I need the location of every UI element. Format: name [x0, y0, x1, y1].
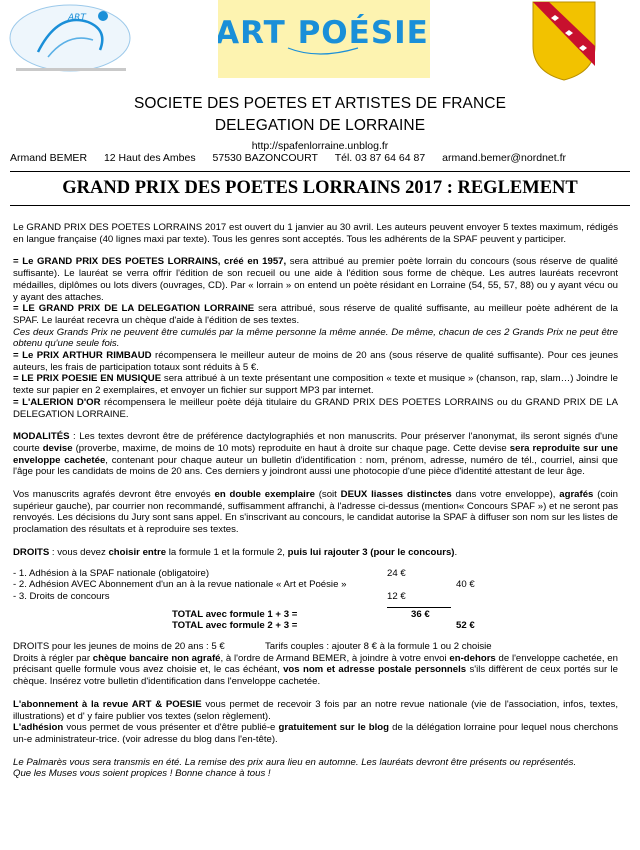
- droits-item-1: - 1. Adhésion à la SPAF nationale (obligatoire) 24 €: [13, 567, 406, 579]
- prize-poesie-musique: = LE PRIX POESIE EN MUSIQUE sera attribué à un texte présentant une composition « texte et musique » (chanson, rap, slam…) Joindre le texte sur papier en 2 exemplaires, et envoyer un fichier sur support MP3 par internet.: [13, 373, 618, 397]
- header-rule-top: [10, 171, 630, 172]
- contact-address: 12 Haut des Ambes: [103, 152, 196, 164]
- jeunes-tarifs: DROITS pour les jeunes de moins de 20 ans : 5 € Tarifs couples : ajouter 8 € à la formule 1 ou 2 choisie: [13, 641, 492, 653]
- droits-heading: DROITS : vous devez choisir entre la formule 1 et la formule 2, puis lui rajouter 3 (pour le concours).: [13, 546, 458, 558]
- prize-arthur-rimbaud: = Le PRIX ARTHUR RIMBAUD récompensera le meilleur auteur de moins de 20 ans (sous réserve de qualité suffisante). Pour ces jeunes auteurs, les frais de participation totaux sont réduits à 5 €.: [13, 350, 618, 373]
- envoi-paragraph: Vos manuscrits agrafés devront être envoyés en double exemplaire (soit DEUX liasses distinctes dans votre enveloppe), agrafés (coin supérieur gauche), par courrier non recommandé, suffisamment affranchi, à l'adresse ci-dessus (mention« Concours SPAF ») et ne seront pas renvoyés. Les décisions du Jury sont sans appel. En s'inscrivant au concours, le candidat autorise la SPAF à diffuser son nom sur les listes de proclamation des résultats et à reproduire ses textes.: [13, 489, 618, 536]
- intro-paragraph: Le GRAND PRIX DES POETES LORRAINS 2017 est ouvert du 1 janvier au 30 avril. Les auteurs peuvent envoyer 5 textes maximum, rédigés en langue française (40 lignes maxi par texte). Tous les genres sont acceptés. Tous les adhérents de la SPAF peuvent y participer.: [13, 222, 618, 245]
- contact-name: Armand BEMER: [10, 152, 88, 164]
- prize-cumul-note: Ces deux Grands Prix ne peuvent être cumulés par la même personne la même année. De même, chacun de ces 2 Grands Prix ne peut être obtenu qu'une seule fois.: [13, 326, 618, 350]
- art-poesie-logo: [218, 0, 430, 78]
- closing-palmares: Le Palmarès vous sera transmis en été. La remise des prix aura lieu en automne. Les lauréats devront être présents ou représentés.: [13, 756, 577, 768]
- society-name: SOCIETE DES POETES ET ARTISTES DE FRANCE: [133, 95, 507, 112]
- svg-text:ART POÉSIE: ART POÉSIE: [218, 15, 429, 51]
- sum-rule: [387, 607, 451, 608]
- droits-item-2: - 2. Adhésion AVEC Abonnement d'un an à la revue nationale « Art et Poésie » 40 €: [13, 579, 475, 591]
- abonnement-paragraph: L'abonnement à la revue ART & POESIE vous permet de recevoir 3 fois par an notre revue nationale (vie de l'association, infos, textes, illustrations) et d' y faire publier vos textes (selon règlement).: [13, 698, 619, 722]
- adhesion-paragraph: L'adhésion vous permet de vous présenter et d'être publié-e gratuitement sur le blog de la délégation lorraine pour lequel nous cherchons un-e administrateur-trice. (voir adresse du blog dans l'en-tête).: [13, 722, 619, 745]
- header-rule-bottom: [10, 205, 630, 206]
- reglement-paragraph: Droits à régler par chèque bancaire non agrafé, à l'ordre de Armand BEMER, à joindre à votre envoi en-dehors de l'enveloppe cachetée, en précisant quelle formule vous avez choisie et, le cas échéant, vos nom et adresse postale personnels s'ils diffèrent de ceux portés sur le chèque. Insérez votre bulletin d'identification dans l'enveloppe cachetée.: [13, 652, 618, 688]
- svg-text:ART: ART: [68, 13, 86, 23]
- modalites-paragraph: MODALITÉS : Les textes devront être de préférence dactylographiés et non manuscrits. Pour préserver l'anonymat, ils seront signés d'une courte devise (proverbe, maxime, de moins de 10 mots) reproduite en haut à droite sur chaque page. Cette devise sera reproduite sur une enveloppe cachetée, contenant pour chaque auteur un bulletin d'identification : nom, prénom, adresse, numéro de tél., courriel, ainsi que l'âge pour les candidats de moins de 20 ans. Ces derniers y joindront aussi une photocopie d'une pièce d'identité attestant de leur âge.: [13, 431, 618, 478]
- lorraine-coat-of-arms: [531, 0, 597, 82]
- contact-tel: Tél. 03 87 64 64 87: [334, 152, 426, 164]
- spaf-logo-left: [8, 2, 133, 78]
- page-title: GRAND PRIX DES POETES LORRAINS 2017 : REGLEMENT: [62, 178, 578, 198]
- contact-city: 57530 BAZONCOURT: [212, 152, 318, 164]
- droits-item-3: - 3. Droits de concours 12 €: [13, 590, 406, 602]
- closing-muses: Que les Muses vous soient propices ! Bonne chance à tous !: [13, 768, 271, 780]
- prize-alerion-or: = L'ALERION D'OR récompensera le meilleur poète déjà titulaire du GRAND PRIX DES POETES LORRAINS ou du GRAND PRIX DE LA DELEGATION LORRAINE.: [13, 396, 618, 420]
- total-formule-1: TOTAL avec formule 1 + 3 = 36 €: [172, 608, 430, 620]
- contact-email[interactable]: armand.bemer@nordnet.fr: [442, 152, 566, 164]
- prize-grand-prix-delegation: = LE GRAND PRIX DE LA DELEGATION LORRAINE sera attribué, sous réserve de qualité suffisante, au meilleur poète adhérent de la SPAF. Le lauréat recevra un chèque d'aide à l'édition de ses textes.: [13, 303, 618, 326]
- reglement-body: [13, 222, 618, 780]
- delegation-name: DELEGATION DE LORRAINE: [214, 117, 426, 134]
- contact-line: [10, 152, 630, 164]
- prize-grand-prix-lorrains: = Le GRAND PRIX DES POETES LORRAINS, créé en 1957, sera attribué au premier poète lorrain du concours (sous réserve de qualité suffisante). Le lauréat se verra offrir l'édition de son recueil ou une aide à l'édition sous forme de chèque. Les autres lauréats recevront médailles, diplômes ou lots divers (ouvrages, CD). Par « lorrain » on entend un poète résidant en Lorraine (54, 55, 57, 88) ou y ayant vécu ou y ayant des attaches.: [13, 256, 618, 303]
- total-formule-2: TOTAL avec formule 2 + 3 = 52 €: [172, 620, 475, 632]
- blog-url[interactable]: http://spafenlorraine.unblog.fr: [251, 140, 389, 152]
